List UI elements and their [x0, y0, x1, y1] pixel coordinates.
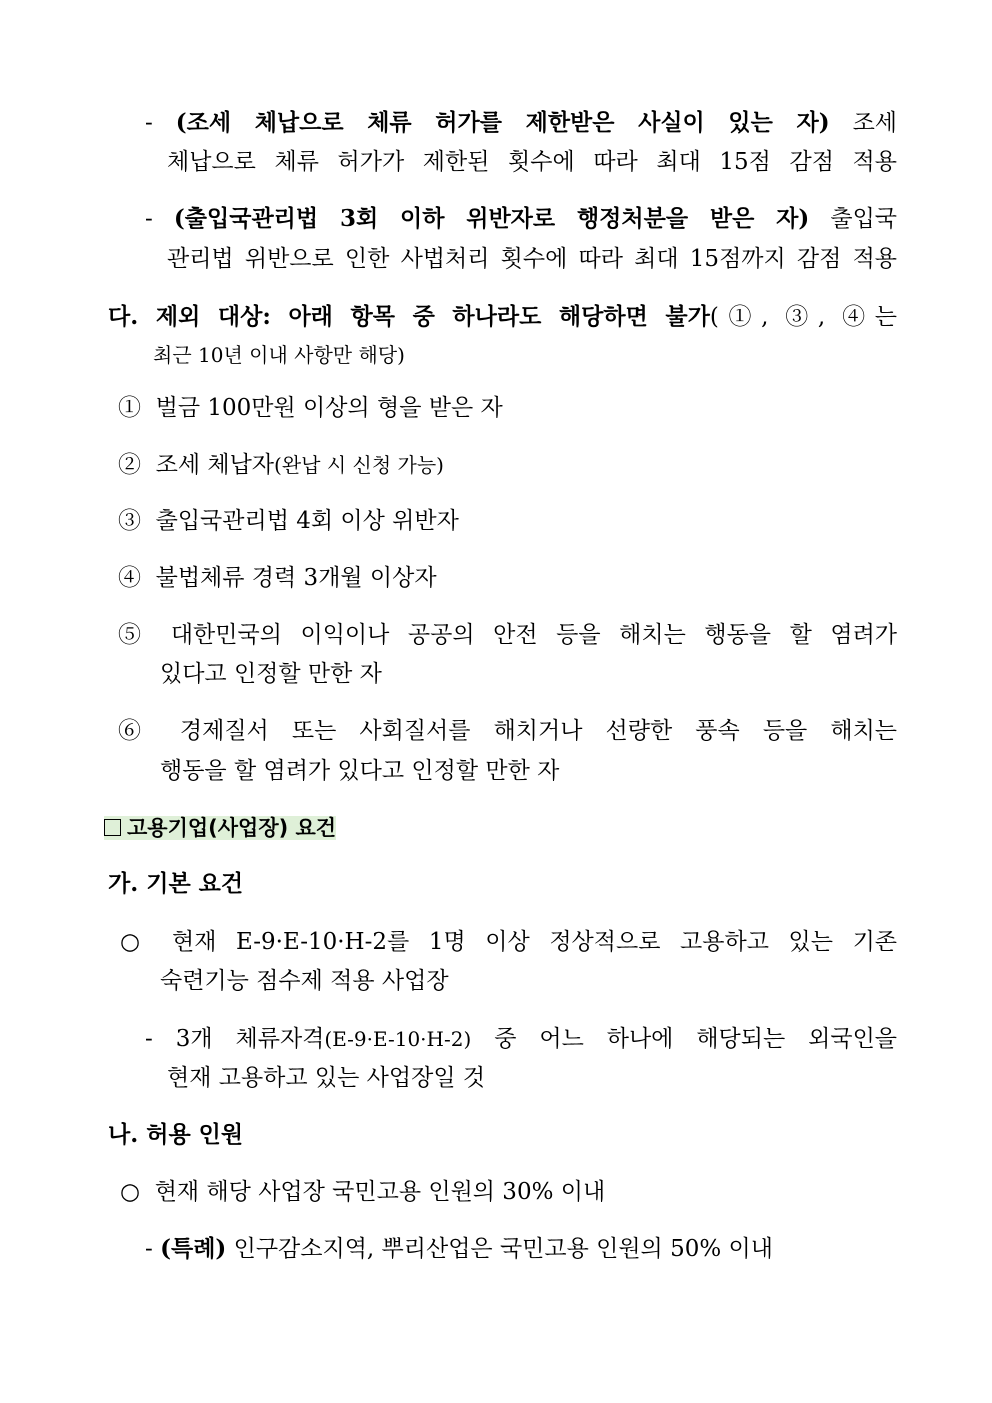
exclusion-item-3: [118, 506, 459, 536]
basic-requirement-bullet: [120, 927, 897, 957]
quota-sub-rest: 인구감소지역, 뿌리산업은 국민고용 인원의 50% 이내: [233, 1236, 773, 1262]
quota-bullet: [120, 1177, 605, 1207]
item-number: ③: [118, 508, 141, 534]
exclusion-heading-bold: 다. 제외 대상: 아래 항목 중 하나라도 해당하면 불가: [108, 303, 710, 330]
circle-bullet-icon: ○: [120, 929, 153, 955]
exclusion-item-2: [118, 450, 444, 480]
exclusion-item-4: [118, 563, 437, 593]
basic-sub-pre: 3개 체류자격: [175, 1026, 325, 1052]
item-note: (완납 시 신청 가능): [274, 453, 444, 477]
quota-line1: 현재 해당 사업장 국민고용 인원의 30% 이내: [154, 1179, 606, 1205]
exclusion-item-5-line2: 있다고 인정할 만한 자: [160, 661, 382, 687]
quota-sub-bold: (특례): [160, 1235, 227, 1262]
penalty-item-2: [145, 204, 897, 234]
exclusion-heading-note-line2: 최근 10년 이내 사항만 해당): [153, 343, 405, 367]
dash: -: [145, 206, 153, 232]
basic-sub-post: 중 어느 하나에 해당되는 외국인을: [494, 1026, 897, 1052]
circle-bullet-icon: ○: [120, 1179, 141, 1205]
item-text: 출입국관리법 4회 이상 위반자: [155, 508, 459, 534]
item-number: ⑥: [118, 718, 157, 744]
basic-requirement-sub: [145, 1024, 897, 1054]
basic-requirement-line1: 현재 E-9·E-10·H-2를 1명 이상 정상적으로 고용하고 있는 기존: [172, 929, 898, 955]
penalty-item-2-line2: 관리법 위반으로 인한 사법처리 횟수에 따라 최대 15점까지 감점 적용: [167, 246, 897, 272]
penalty-item-2-bold: (출입국관리법 3회 이하 위반자로 행정처분을 받은 자): [173, 205, 810, 232]
exclusion-item-1: [118, 393, 503, 423]
item-number: ⑤: [118, 622, 153, 648]
exclusion-item-5: [118, 620, 897, 650]
item-number: ②: [118, 452, 141, 478]
employer-section-title-text: 고용기업(사업장) 요건: [127, 816, 337, 840]
basic-requirement-line2: 숙련기능 점수제 적용 사업장: [160, 968, 449, 994]
exclusion-heading: [108, 302, 897, 332]
basic-sub-note: (E-9·E-10·H-2): [324, 1027, 472, 1051]
dash: -: [145, 1236, 153, 1262]
quota-sub: [145, 1234, 773, 1264]
checkbox-square-icon: [104, 819, 121, 836]
penalty-item-1-bold: (조세 체납으로 체류 허가를 제한받은 사실이 있는 자): [175, 109, 830, 136]
exclusion-item-6: [118, 716, 897, 746]
dash: -: [145, 1026, 153, 1052]
item-text: 대한민국의 이익이나 공공의 안전 등을 해치는 행동을 할 염려가: [170, 622, 898, 648]
item-text: 조세 체납자: [155, 452, 275, 478]
penalty-item-1-line2: 체납으로 체류 허가가 제한된 횟수에 따라 최대 15점 감점 적용: [167, 149, 897, 175]
item-number: ④: [118, 565, 141, 591]
item-text: 벌금 100만원 이상의 형을 받은 자: [155, 395, 503, 421]
penalty-item-1-rest: 조세: [852, 110, 897, 136]
quota-heading: 나. 허용 인원: [108, 1121, 244, 1148]
exclusion-heading-note: (①, ③, ④는: [709, 304, 897, 330]
exclusion-item-6-line2: 행동을 할 염려가 있다고 인정할 만한 자: [160, 758, 560, 784]
item-text: 경제질서 또는 사회질서를 해치거나 선량한 풍속 등을 해치는: [179, 718, 898, 744]
item-text: 불법체류 경력 3개월 이상자: [155, 565, 437, 591]
penalty-item-1: [145, 108, 897, 138]
item-number: ①: [118, 395, 141, 421]
basic-requirement-sub-line2: 현재 고용하고 있는 사업장일 것: [167, 1065, 486, 1091]
employer-section-title: [104, 813, 336, 843]
penalty-item-2-rest: 출입국: [830, 206, 898, 232]
basic-requirement-heading: 가. 기본 요건: [108, 870, 244, 897]
dash: -: [145, 110, 153, 136]
